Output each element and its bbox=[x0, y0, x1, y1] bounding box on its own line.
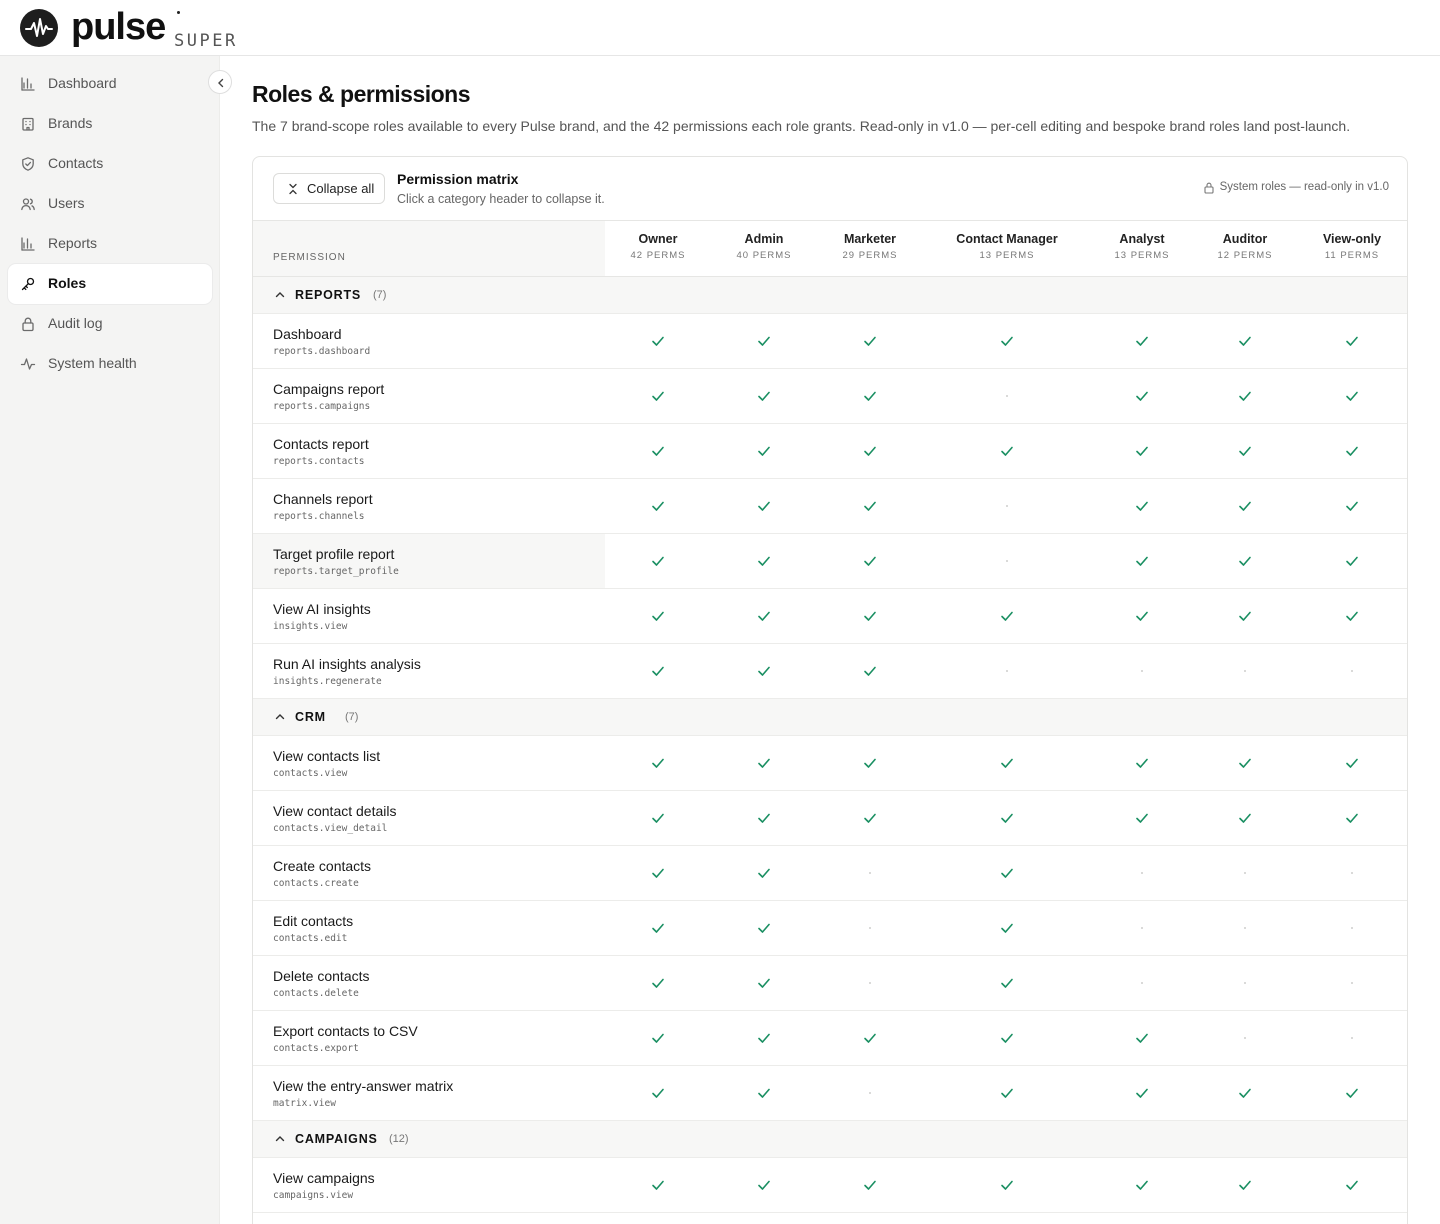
granted-check-icon bbox=[862, 1177, 878, 1193]
permission-key: reports.dashboard bbox=[273, 346, 371, 357]
permission-cell bbox=[253, 589, 605, 643]
role-perm-count: 13 PERMS bbox=[979, 250, 1035, 261]
granted-check-icon bbox=[1134, 443, 1150, 459]
granted-check-icon bbox=[862, 755, 878, 771]
granted-check-icon bbox=[862, 388, 878, 404]
sidebar-item-contacts[interactable] bbox=[8, 144, 212, 184]
granted-check-icon bbox=[1344, 553, 1360, 569]
granted-check-icon bbox=[650, 865, 666, 881]
not-granted-dot bbox=[1141, 670, 1143, 672]
granted-check-icon bbox=[1344, 498, 1360, 514]
granted-check-icon bbox=[1344, 443, 1360, 459]
permission-label: Contacts report bbox=[273, 436, 369, 452]
granted-check-icon bbox=[1134, 1177, 1150, 1193]
permission-label: Export contacts to CSV bbox=[273, 1023, 418, 1039]
permission-key: contacts.create bbox=[273, 878, 359, 889]
category-name: CRM bbox=[295, 710, 326, 724]
role-perm-count: 40 PERMS bbox=[736, 250, 792, 261]
granted-check-icon bbox=[999, 1085, 1015, 1101]
permission-row bbox=[253, 314, 1408, 369]
activity-icon bbox=[20, 356, 36, 372]
matrix-column-headers bbox=[253, 221, 1408, 277]
category-count: (12) bbox=[389, 1133, 409, 1145]
granted-check-icon bbox=[1344, 608, 1360, 624]
collapse-all-label: Collapse all bbox=[307, 181, 375, 196]
sidebar-item-system-health[interactable] bbox=[8, 344, 212, 384]
not-granted-dot bbox=[1244, 927, 1246, 929]
granted-check-icon bbox=[650, 663, 666, 679]
granted-check-icon bbox=[650, 1030, 666, 1046]
category-name: CAMPAIGNS bbox=[295, 1132, 378, 1146]
permission-row bbox=[253, 791, 1408, 846]
permission-row bbox=[253, 901, 1408, 956]
sidebar-item-label: Roles bbox=[48, 275, 87, 291]
permission-row bbox=[253, 1011, 1408, 1066]
role-header-contact-manager bbox=[932, 232, 1082, 261]
top-bar bbox=[0, 0, 1440, 56]
lock-icon bbox=[1203, 181, 1215, 194]
permission-key: reports.contacts bbox=[273, 456, 365, 467]
not-granted-dot bbox=[1141, 927, 1143, 929]
not-granted-dot bbox=[1006, 560, 1008, 562]
granted-check-icon bbox=[1134, 608, 1150, 624]
chevron-up-icon bbox=[275, 712, 285, 722]
sidebar-item-label: Dashboard bbox=[48, 75, 117, 91]
permission-row bbox=[253, 534, 1408, 589]
granted-check-icon bbox=[650, 498, 666, 514]
category-count: (7) bbox=[373, 289, 387, 301]
brand-name: pulse bbox=[71, 6, 166, 48]
granted-check-icon bbox=[999, 975, 1015, 991]
granted-check-icon bbox=[756, 975, 772, 991]
permission-label: View contact details bbox=[273, 803, 397, 819]
granted-check-icon bbox=[650, 608, 666, 624]
permission-cell bbox=[253, 1158, 605, 1212]
not-granted-dot bbox=[1351, 927, 1353, 929]
permission-matrix-card bbox=[252, 156, 1408, 1224]
granted-check-icon bbox=[650, 1177, 666, 1193]
granted-check-icon bbox=[862, 608, 878, 624]
granted-check-icon bbox=[999, 1177, 1015, 1193]
permission-label: View the entry-answer matrix bbox=[273, 1078, 454, 1094]
granted-check-icon bbox=[756, 388, 772, 404]
granted-check-icon bbox=[999, 608, 1015, 624]
granted-check-icon bbox=[650, 333, 666, 349]
permission-key: matrix.view bbox=[273, 1098, 336, 1109]
permission-row bbox=[253, 1158, 1408, 1213]
page-subtitle: The 7 brand-scope roles available to every Pulse brand, and the 42 permissions each role grants. Read-only in v1.0 — per-cell editing and bespoke brand roles land post-launch. bbox=[252, 118, 1351, 134]
not-granted-dot bbox=[1351, 670, 1353, 672]
category-header-campaigns[interactable] bbox=[253, 1121, 1408, 1158]
granted-check-icon bbox=[1344, 810, 1360, 826]
permission-label: View contacts list bbox=[273, 748, 381, 764]
granted-check-icon bbox=[650, 388, 666, 404]
not-granted-dot bbox=[1244, 872, 1246, 874]
not-granted-dot bbox=[1244, 670, 1246, 672]
key-icon bbox=[20, 276, 36, 292]
collapse-icon bbox=[288, 183, 298, 195]
granted-check-icon bbox=[1237, 608, 1253, 624]
granted-check-icon bbox=[650, 1085, 666, 1101]
permission-key: contacts.view bbox=[273, 768, 348, 779]
chevron-up-icon bbox=[275, 290, 285, 300]
role-name: Contact Manager bbox=[956, 232, 1058, 246]
permission-cell bbox=[253, 1011, 605, 1065]
granted-check-icon bbox=[999, 1030, 1015, 1046]
permission-key: insights.view bbox=[273, 621, 348, 632]
granted-check-icon bbox=[756, 498, 772, 514]
granted-check-icon bbox=[1134, 1030, 1150, 1046]
not-granted-dot bbox=[869, 982, 871, 984]
granted-check-icon bbox=[756, 755, 772, 771]
permission-label: Target profile report bbox=[273, 546, 395, 562]
permission-label: Channels report bbox=[273, 491, 373, 507]
role-name: Admin bbox=[744, 232, 784, 246]
not-granted-dot bbox=[1141, 872, 1143, 874]
permission-row bbox=[253, 589, 1408, 644]
permission-cell bbox=[253, 736, 605, 790]
granted-check-icon bbox=[862, 663, 878, 679]
granted-check-icon bbox=[650, 553, 666, 569]
permission-cell bbox=[253, 846, 605, 900]
permission-label: View campaigns bbox=[273, 1170, 375, 1186]
role-header-marketer bbox=[795, 232, 945, 261]
granted-check-icon bbox=[999, 333, 1015, 349]
granted-check-icon bbox=[756, 663, 772, 679]
role-perm-count: 29 PERMS bbox=[842, 250, 898, 261]
permission-key: insights.regenerate bbox=[273, 676, 382, 687]
permission-key: campaigns.view bbox=[273, 1190, 354, 1201]
granted-check-icon bbox=[862, 333, 878, 349]
not-granted-dot bbox=[1244, 982, 1246, 984]
pulse-logo-icon[interactable] bbox=[20, 9, 58, 47]
granted-check-icon bbox=[999, 920, 1015, 936]
bar-chart-icon bbox=[20, 236, 36, 252]
lock-icon bbox=[20, 316, 36, 332]
permission-column-header bbox=[253, 221, 605, 276]
permission-key: reports.target_profile bbox=[273, 566, 399, 577]
role-name: Owner bbox=[638, 232, 678, 246]
permission-label: Create contacts bbox=[273, 858, 372, 874]
granted-check-icon bbox=[756, 920, 772, 936]
role-perm-count: 42 PERMS bbox=[630, 250, 686, 261]
permission-key: contacts.export bbox=[273, 1043, 359, 1054]
permission-label: Run AI insights analysis bbox=[273, 656, 421, 672]
permission-row bbox=[253, 644, 1408, 699]
sidebar-item-label: Brands bbox=[48, 115, 93, 131]
not-granted-dot bbox=[1351, 1037, 1353, 1039]
granted-check-icon bbox=[1134, 498, 1150, 514]
sidebar-collapse-button[interactable] bbox=[208, 70, 232, 94]
granted-check-icon bbox=[1237, 443, 1253, 459]
granted-check-icon bbox=[999, 865, 1015, 881]
permission-cell bbox=[253, 901, 605, 955]
chevron-left-icon bbox=[215, 77, 227, 89]
bar-chart-icon bbox=[20, 76, 36, 92]
granted-check-icon bbox=[650, 810, 666, 826]
sidebar-item-users[interactable] bbox=[8, 184, 212, 224]
role-name: Analyst bbox=[1119, 232, 1165, 246]
granted-check-icon bbox=[1134, 333, 1150, 349]
permission-cell bbox=[253, 644, 605, 698]
not-granted-dot bbox=[869, 872, 871, 874]
granted-check-icon bbox=[999, 443, 1015, 459]
granted-check-icon bbox=[862, 553, 878, 569]
brand-dot bbox=[177, 11, 180, 14]
category-name: REPORTS bbox=[295, 288, 362, 302]
granted-check-icon bbox=[756, 865, 772, 881]
granted-check-icon bbox=[862, 443, 878, 459]
sidebar-item-roles[interactable] bbox=[8, 264, 212, 304]
permission-cell bbox=[253, 534, 605, 588]
permission-cell bbox=[253, 791, 605, 845]
category-header-reports[interactable] bbox=[253, 277, 1408, 314]
granted-check-icon bbox=[1134, 755, 1150, 771]
permission-key: contacts.edit bbox=[273, 933, 348, 944]
granted-check-icon bbox=[1134, 810, 1150, 826]
permission-row bbox=[253, 1066, 1408, 1121]
permission-row bbox=[253, 736, 1408, 791]
role-name: Auditor bbox=[1222, 232, 1268, 246]
sidebar-item-label: Contacts bbox=[48, 155, 104, 171]
not-granted-dot bbox=[869, 1092, 871, 1094]
permission-key: reports.channels bbox=[273, 511, 365, 522]
granted-check-icon bbox=[650, 920, 666, 936]
permission-row bbox=[253, 369, 1408, 424]
granted-check-icon bbox=[1134, 388, 1150, 404]
permission-row bbox=[253, 846, 1408, 901]
not-granted-dot bbox=[1006, 670, 1008, 672]
not-granted-dot bbox=[1351, 982, 1353, 984]
category-header-crm[interactable] bbox=[253, 699, 1408, 736]
granted-check-icon bbox=[756, 443, 772, 459]
role-name: Marketer bbox=[843, 232, 897, 246]
sidebar-item-dashboard[interactable] bbox=[8, 64, 212, 104]
users-icon bbox=[20, 196, 36, 212]
sidebar-item-reports[interactable] bbox=[8, 224, 212, 264]
not-granted-dot bbox=[1006, 505, 1008, 507]
sidebar-item-label: Audit log bbox=[48, 315, 103, 331]
sidebar-item-label: System health bbox=[48, 355, 137, 371]
granted-check-icon bbox=[1237, 1085, 1253, 1101]
granted-check-icon bbox=[999, 810, 1015, 826]
granted-check-icon bbox=[650, 755, 666, 771]
role-name: View-only bbox=[1322, 232, 1382, 246]
matrix-subtitle: Click a category header to collapse it. bbox=[397, 192, 605, 206]
granted-check-icon bbox=[1237, 388, 1253, 404]
granted-check-icon bbox=[1134, 553, 1150, 569]
sidebar-item-audit-log[interactable] bbox=[8, 304, 212, 344]
granted-check-icon bbox=[1134, 1085, 1150, 1101]
granted-check-icon bbox=[756, 333, 772, 349]
granted-check-icon bbox=[1344, 755, 1360, 771]
granted-check-icon bbox=[756, 810, 772, 826]
collapse-all-button[interactable] bbox=[273, 173, 385, 204]
granted-check-icon bbox=[1344, 388, 1360, 404]
page-title: Roles & permissions bbox=[252, 81, 471, 107]
read-only-note-text: System roles — read-only in v1.0 bbox=[1219, 181, 1389, 193]
granted-check-icon bbox=[1237, 333, 1253, 349]
granted-check-icon bbox=[862, 810, 878, 826]
shield-icon bbox=[20, 156, 36, 172]
granted-check-icon bbox=[650, 443, 666, 459]
permission-header-label: PERMISSION bbox=[273, 252, 346, 263]
permission-label: View AI insights bbox=[273, 601, 371, 617]
permission-key: reports.campaigns bbox=[273, 401, 371, 412]
permission-label: Dashboard bbox=[273, 326, 342, 342]
not-granted-dot bbox=[869, 927, 871, 929]
role-perm-count: 13 PERMS bbox=[1114, 250, 1170, 261]
granted-check-icon bbox=[1344, 1085, 1360, 1101]
permission-label: Delete contacts bbox=[273, 968, 370, 984]
granted-check-icon bbox=[862, 1030, 878, 1046]
not-granted-dot bbox=[1351, 872, 1353, 874]
sidebar-item-brands[interactable] bbox=[8, 104, 212, 144]
permission-cell bbox=[253, 424, 605, 478]
granted-check-icon bbox=[1344, 1177, 1360, 1193]
granted-check-icon bbox=[756, 1177, 772, 1193]
granted-check-icon bbox=[1237, 755, 1253, 771]
category-count: (7) bbox=[345, 711, 359, 723]
not-granted-dot bbox=[1244, 1037, 1246, 1039]
permission-cell bbox=[253, 1066, 605, 1120]
building-icon bbox=[20, 116, 36, 132]
permission-key: contacts.view_detail bbox=[273, 823, 388, 834]
granted-check-icon bbox=[1237, 1177, 1253, 1193]
permission-row bbox=[253, 956, 1408, 1011]
granted-check-icon bbox=[756, 553, 772, 569]
sidebar-item-label: Reports bbox=[48, 235, 98, 251]
matrix-header bbox=[253, 157, 1408, 221]
sidebar-item-label: Users bbox=[48, 195, 85, 211]
chevron-up-icon bbox=[275, 1134, 285, 1144]
permission-cell bbox=[253, 314, 605, 368]
permission-cell bbox=[253, 369, 605, 423]
not-granted-dot bbox=[1006, 395, 1008, 397]
granted-check-icon bbox=[756, 1085, 772, 1101]
granted-check-icon bbox=[1237, 498, 1253, 514]
permission-row bbox=[253, 424, 1408, 479]
read-only-note bbox=[1220, 181, 1389, 193]
granted-check-icon bbox=[650, 975, 666, 991]
permission-row bbox=[253, 479, 1408, 534]
permission-cell bbox=[253, 479, 605, 533]
permission-label: Campaigns report bbox=[273, 381, 385, 397]
permission-label: Edit contacts bbox=[273, 913, 354, 929]
granted-check-icon bbox=[999, 755, 1015, 771]
role-perm-count: 11 PERMS bbox=[1324, 250, 1380, 261]
granted-check-icon bbox=[756, 1030, 772, 1046]
granted-check-icon bbox=[1344, 333, 1360, 349]
matrix-title: Permission matrix bbox=[397, 171, 519, 187]
granted-check-icon bbox=[1237, 553, 1253, 569]
not-granted-dot bbox=[1141, 982, 1143, 984]
permission-key: contacts.delete bbox=[273, 988, 359, 999]
role-header-view-only bbox=[1277, 232, 1408, 261]
granted-check-icon bbox=[756, 608, 772, 624]
brand-tier: SUPER bbox=[174, 31, 238, 51]
role-perm-count: 12 PERMS bbox=[1217, 250, 1273, 261]
permission-cell bbox=[253, 956, 605, 1010]
granted-check-icon bbox=[862, 498, 878, 514]
granted-check-icon bbox=[1237, 810, 1253, 826]
